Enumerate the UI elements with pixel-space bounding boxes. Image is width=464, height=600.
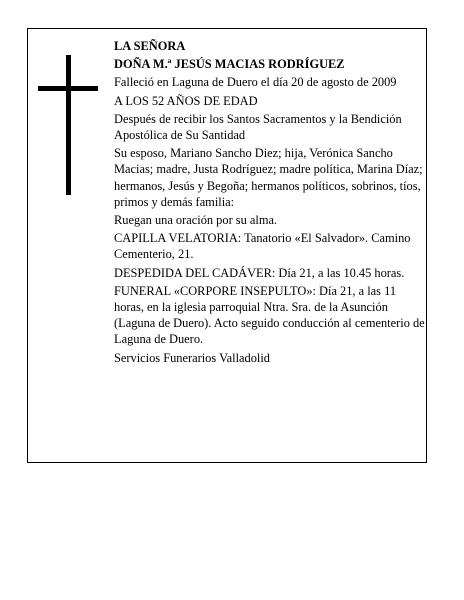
prayer-request: Ruegan una oración por su alma. [114, 213, 278, 228]
cross-vertical-bar [66, 55, 71, 195]
death-details: Falleció en Laguna de Duero el día 20 de agosto de 2009 [114, 75, 397, 90]
cross-horizontal-bar [38, 86, 98, 91]
obituary-text [114, 38, 426, 368]
chapel-info: CAPILLA VELATORIA: Tanatorio «El Salvador». Camino Cementerio, 21. [114, 231, 411, 262]
honorific-line: LA SEÑORA [114, 39, 186, 53]
family-list: Su esposo, Mariano Sancho Diez; hija, Verónica Sancho Macias; madre, Justa Rodríguez; madre política, Marina Díaz; hermanos, Jesús y Begoña; hermanos políticos, sobrinos, tíos, primos y demás familia: [114, 146, 423, 209]
funeral-info: FUNERAL «CORPORE INSEPULTO»: Día 21, a las 11 horas, en la iglesia parroquial Ntra. Sra. de la Asunción (Laguna de Duero). Acto seguido conducción al cementerio de Laguna de Duero. [114, 283, 425, 347]
funeral-services: Servicios Funerarios Valladolid [114, 350, 271, 365]
age-line: A LOS 52 AÑOS DE EDAD [114, 93, 258, 108]
farewell-info: DESPEDIDA DEL CADÁVER: Día 21, a las 10.45 horas. [114, 265, 405, 280]
deceased-name: DOÑA M.ª JESÚS MACIAS RODRÍGUEZ [114, 57, 345, 72]
sacraments-line: Después de recibir los Santos Sacramentos y la Bendición Apostólica de Su Santidad [114, 111, 402, 143]
